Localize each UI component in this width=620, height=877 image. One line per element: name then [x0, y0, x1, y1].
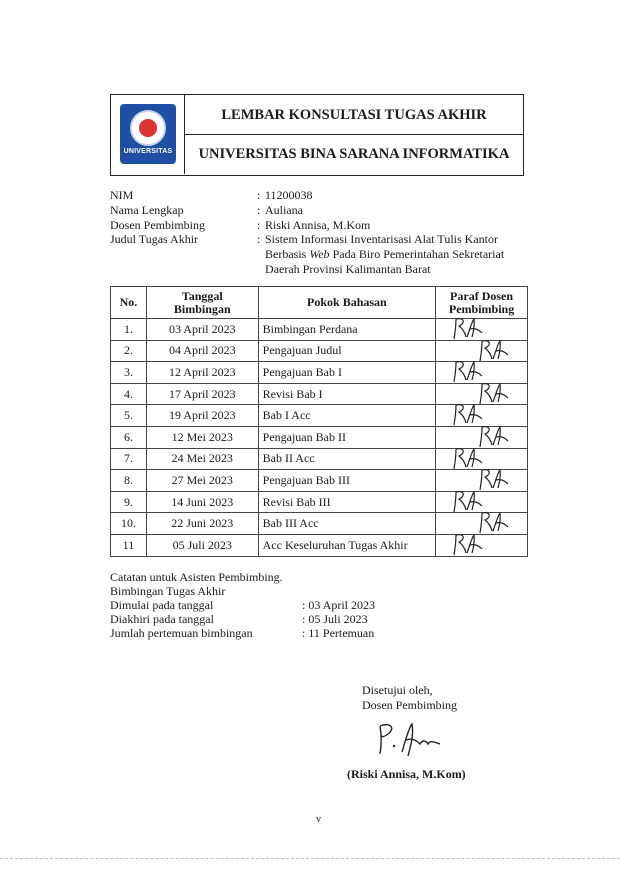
row-no: 2.: [111, 340, 147, 362]
table-row: [111, 491, 528, 513]
row-tanggal: 19 April 2023: [146, 405, 258, 427]
table-row: [111, 362, 528, 384]
judul-line-2: Berbasis Web Pada Biro Pemerintahan Sekretariat: [265, 247, 505, 261]
row-no: 3.: [111, 362, 147, 384]
supervisor-signature-icon: [372, 718, 452, 760]
note-line-1: Catatan untuk Asisten Pembimbing.: [110, 570, 283, 584]
nim-colon: :: [257, 188, 261, 202]
table-row: [111, 319, 528, 341]
row-tanggal: 05 Juli 2023: [146, 534, 258, 556]
row-pokok: Pengajuan Bab I: [258, 362, 435, 384]
row-tanggal: 22 Juni 2023: [146, 513, 258, 535]
row-no: 9.: [111, 491, 147, 513]
mulai-value: : 03 April 2023: [302, 598, 376, 612]
nama-colon: :: [257, 203, 261, 217]
header-no: No.: [111, 287, 147, 319]
paraf-signature-icon: [450, 531, 484, 557]
logo-text: UNIVERSITAS: [123, 148, 173, 155]
dosen-colon: :: [257, 218, 261, 232]
row-pokok: Bimbingan Perdana: [258, 319, 435, 341]
row-pokok: Pengajuan Bab II: [258, 426, 435, 448]
university-logo: [120, 104, 176, 164]
judul-line-1: Sistem Informasi Inventarisasi Alat Tulis Kantor: [265, 232, 498, 246]
row-no: 5.: [111, 405, 147, 427]
table-row: [111, 448, 528, 470]
row-no: 7.: [111, 448, 147, 470]
row-pokok: Bab II Acc: [258, 448, 435, 470]
row-pokok: Revisi Bab III: [258, 491, 435, 513]
akhir-value: : 05 Juli 2023: [302, 612, 368, 626]
row-paraf: [436, 534, 528, 556]
row-tanggal: 12 April 2023: [146, 362, 258, 384]
row-pokok: Bab I Acc: [258, 405, 435, 427]
row-tanggal: 24 Mei 2023: [146, 448, 258, 470]
consultation-table: [110, 286, 528, 557]
nama-value: Auliana: [265, 203, 303, 217]
row-pokok: Pengajuan Judul: [258, 340, 435, 362]
approval-line-1: Disetujui oleh,: [362, 683, 433, 697]
row-no: 11: [111, 534, 147, 556]
table-row: [111, 534, 528, 556]
row-tanggal: 14 Juni 2023: [146, 491, 258, 513]
row-pokok: Acc Keseluruhan Tugas Akhir: [258, 534, 435, 556]
jumlah-value: : 11 Pertemuan: [302, 626, 375, 640]
row-pokok: Bab III Acc: [258, 513, 435, 535]
jumlah-label: Jumlah pertemuan bimbingan: [110, 626, 253, 640]
judul-value: [265, 232, 525, 277]
approval-line-2: Dosen Pembimbing: [362, 698, 457, 712]
footer-divider: [0, 858, 620, 859]
row-tanggal: 12 Mei 2023: [146, 426, 258, 448]
document-title: LEMBAR KONSULTASI TUGAS AKHIR: [185, 95, 523, 135]
row-no: 4.: [111, 383, 147, 405]
row-no: 10.: [111, 513, 147, 535]
table-row: [111, 405, 528, 427]
university-name: UNIVERSITAS BINA SARANA INFORMATIKA: [198, 146, 510, 162]
row-tanggal: 04 April 2023: [146, 340, 258, 362]
row-no: 8.: [111, 470, 147, 492]
row-tanggal: 27 Mei 2023: [146, 470, 258, 492]
header-pokok: Pokok Bahasan: [258, 287, 435, 319]
header-tanggal: Tanggal Bimbingan: [146, 287, 258, 319]
nim-value: 11200038: [265, 188, 313, 202]
note-line-2: Bimbingan Tugas Akhir: [110, 584, 226, 598]
judul-colon: :: [257, 232, 261, 246]
mulai-label: Dimulai pada tanggal: [110, 598, 214, 612]
supervisor-name: (Riski Annisa, M.Kom): [347, 767, 466, 781]
judul-line-3: Daerah Provinsi Kalimantan Barat: [265, 262, 431, 276]
document-header: [110, 94, 524, 176]
judul-label: Judul Tugas Akhir: [110, 232, 199, 246]
row-tanggal: 03 April 2023: [146, 319, 258, 341]
dosen-value: Riski Annisa, M.Kom: [265, 218, 371, 232]
row-no: 6.: [111, 426, 147, 448]
nama-label: Nama Lengkap: [110, 203, 184, 217]
akhir-label: Diakhiri pada tanggal: [110, 612, 214, 626]
row-no: 1.: [111, 319, 147, 341]
logo-cell: [111, 95, 185, 174]
row-pokok: Pengajuan Bab III: [258, 470, 435, 492]
header-paraf: Paraf Dosen Pembimbing: [436, 287, 528, 319]
row-tanggal: 17 April 2023: [146, 383, 258, 405]
dosen-label: Dosen Pembimbing: [110, 218, 205, 232]
page-mark: v: [316, 814, 321, 825]
table-header-row: [111, 287, 528, 319]
row-pokok: Revisi Bab I: [258, 383, 435, 405]
logo-emblem-icon: [130, 110, 166, 146]
nim-label: NIM: [110, 188, 134, 202]
